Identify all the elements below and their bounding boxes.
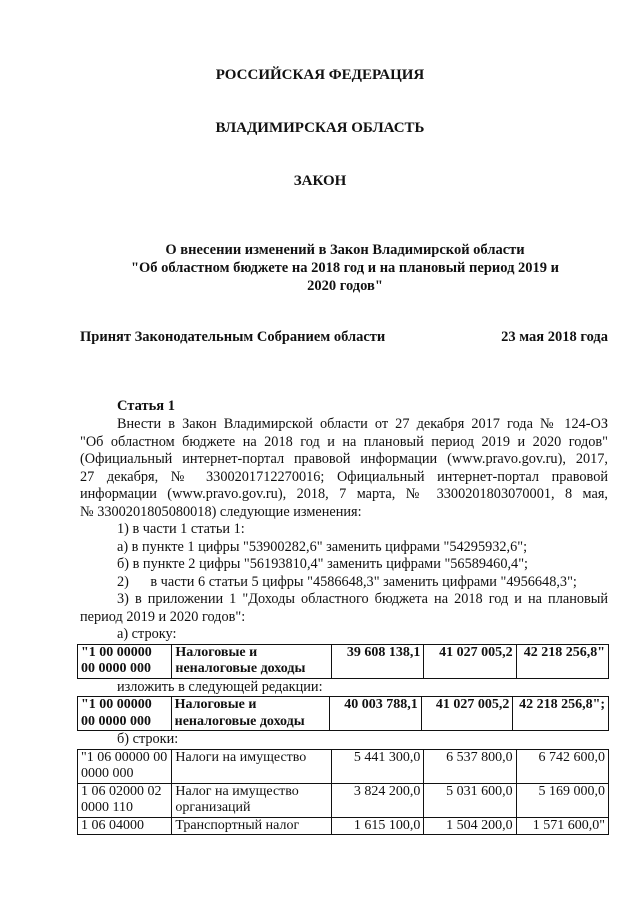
list-item: 1) в части 1 статьи 1: <box>117 521 245 537</box>
body-line: "Об областном бюджете на 2018 год и на плановый период 2019 и 2020 годов" <box>80 433 608 450</box>
table-cell: 6 537 800,0 <box>424 749 516 783</box>
table-cell: 1 06 02000 02 0000 110 <box>78 783 172 817</box>
article-heading: Статья 1 <box>117 398 175 414</box>
new-row-table <box>77 696 609 731</box>
table-cell: 3 824 200,0 <box>332 783 424 817</box>
table-cell: Транспортный налог <box>172 817 332 835</box>
restate-label: изложить в следующей редакции: <box>117 678 323 695</box>
replacement-rows-table <box>77 749 609 836</box>
body-line: информации (www.pravo.gov.ru), 2018, 7 марта, № 3300201803070001, 8 мая, <box>80 486 608 502</box>
region-heading: ВЛАДИМИРСКАЯ ОБЛАСТЬ <box>215 120 425 136</box>
table-cell: 1 06 04000 <box>78 817 172 835</box>
table-cell: 5 169 000,0 <box>516 783 608 817</box>
table-cell: 5 441 300,0 <box>332 749 424 783</box>
body-line: (Официальный интернет-портал правовой информации (www.pravo.gov.ru), 2017, <box>80 451 608 467</box>
law-title-line: 2020 годов" <box>307 278 383 294</box>
body-line: № 3300201805080018) следующие изменения: <box>80 503 362 520</box>
sub-item-label: б) строки: <box>117 731 179 747</box>
table-row <box>78 697 609 731</box>
table-cell: 41 027 005,2 <box>421 697 513 731</box>
table-cell: 41 027 005,2 <box>424 644 516 678</box>
table-row <box>78 644 609 678</box>
law-title-line: О внесении изменений в Закон Владимирской области <box>165 242 525 258</box>
table-cell: "1 06 00000 00 0000 000 <box>78 749 172 783</box>
table-row <box>78 783 609 817</box>
adopted-by: Принят Законодательным Собранием области <box>80 329 386 345</box>
law-title-line: "Об областном бюджете на 2018 год и на плановый период 2019 и <box>130 260 560 276</box>
list-item: 2) в части 6 статьи 5 цифры "4586648,3" заменить цифрами "4956648,3"; <box>117 573 577 590</box>
law-title <box>80 241 610 295</box>
table-cell: "1 00 00000 00 0000 000 <box>78 697 172 731</box>
table-row <box>78 817 609 835</box>
table-cell: 5 031 600,0 <box>424 783 516 817</box>
article-body <box>80 416 608 835</box>
doc-type-heading: ЗАКОН <box>293 173 347 189</box>
list-item: б) в пункте 2 цифры "56193810,4" заменить цифрами "56589460,4"; <box>117 556 529 572</box>
adoption-line <box>80 329 608 347</box>
old-row-table <box>77 644 609 679</box>
list-item: 3) в приложении 1 "Доходы областного бюджета на 2018 год и на плановый <box>117 591 608 607</box>
table-cell: 39 608 138,1 <box>332 644 424 678</box>
adoption-date: 23 мая 2018 года <box>501 329 608 345</box>
list-item: период 2019 и 2020 годов": <box>80 608 246 625</box>
body-line: 27 декабря, № 3300201712270016; Официальный интернет-портал правовой <box>80 468 608 485</box>
sub-item-label: а) строку: <box>117 626 177 642</box>
table-cell: Налоги на имущество <box>172 749 332 783</box>
table-cell: 1 504 200,0 <box>424 817 516 835</box>
table-cell: 42 218 256,8"; <box>513 697 609 731</box>
table-cell: Налоговые и неналоговые доходы <box>171 697 329 731</box>
table-cell: 6 742 600,0 <box>516 749 608 783</box>
table-cell: 1 571 600,0" <box>516 817 608 835</box>
table-cell: 1 615 100,0 <box>332 817 424 835</box>
table-cell: Налоговые и неналоговые доходы <box>172 644 332 678</box>
body-line: Внести в Закон Владимирской области от 27 декабря 2017 года № 124-ОЗ <box>117 416 608 432</box>
table-cell: Налог на имущество организаций <box>172 783 332 817</box>
table-cell: "1 00 00000 00 0000 000 <box>78 644 172 678</box>
table-cell: 40 003 788,1 <box>330 697 422 731</box>
country-heading: РОССИЙСКАЯ ФЕДЕРАЦИЯ <box>215 67 425 83</box>
list-item: а) в пункте 1 цифры "53900282,6" заменить цифрами "54295932,6"; <box>117 538 528 555</box>
table-row <box>78 749 609 783</box>
table-cell: 42 218 256,8" <box>516 644 608 678</box>
